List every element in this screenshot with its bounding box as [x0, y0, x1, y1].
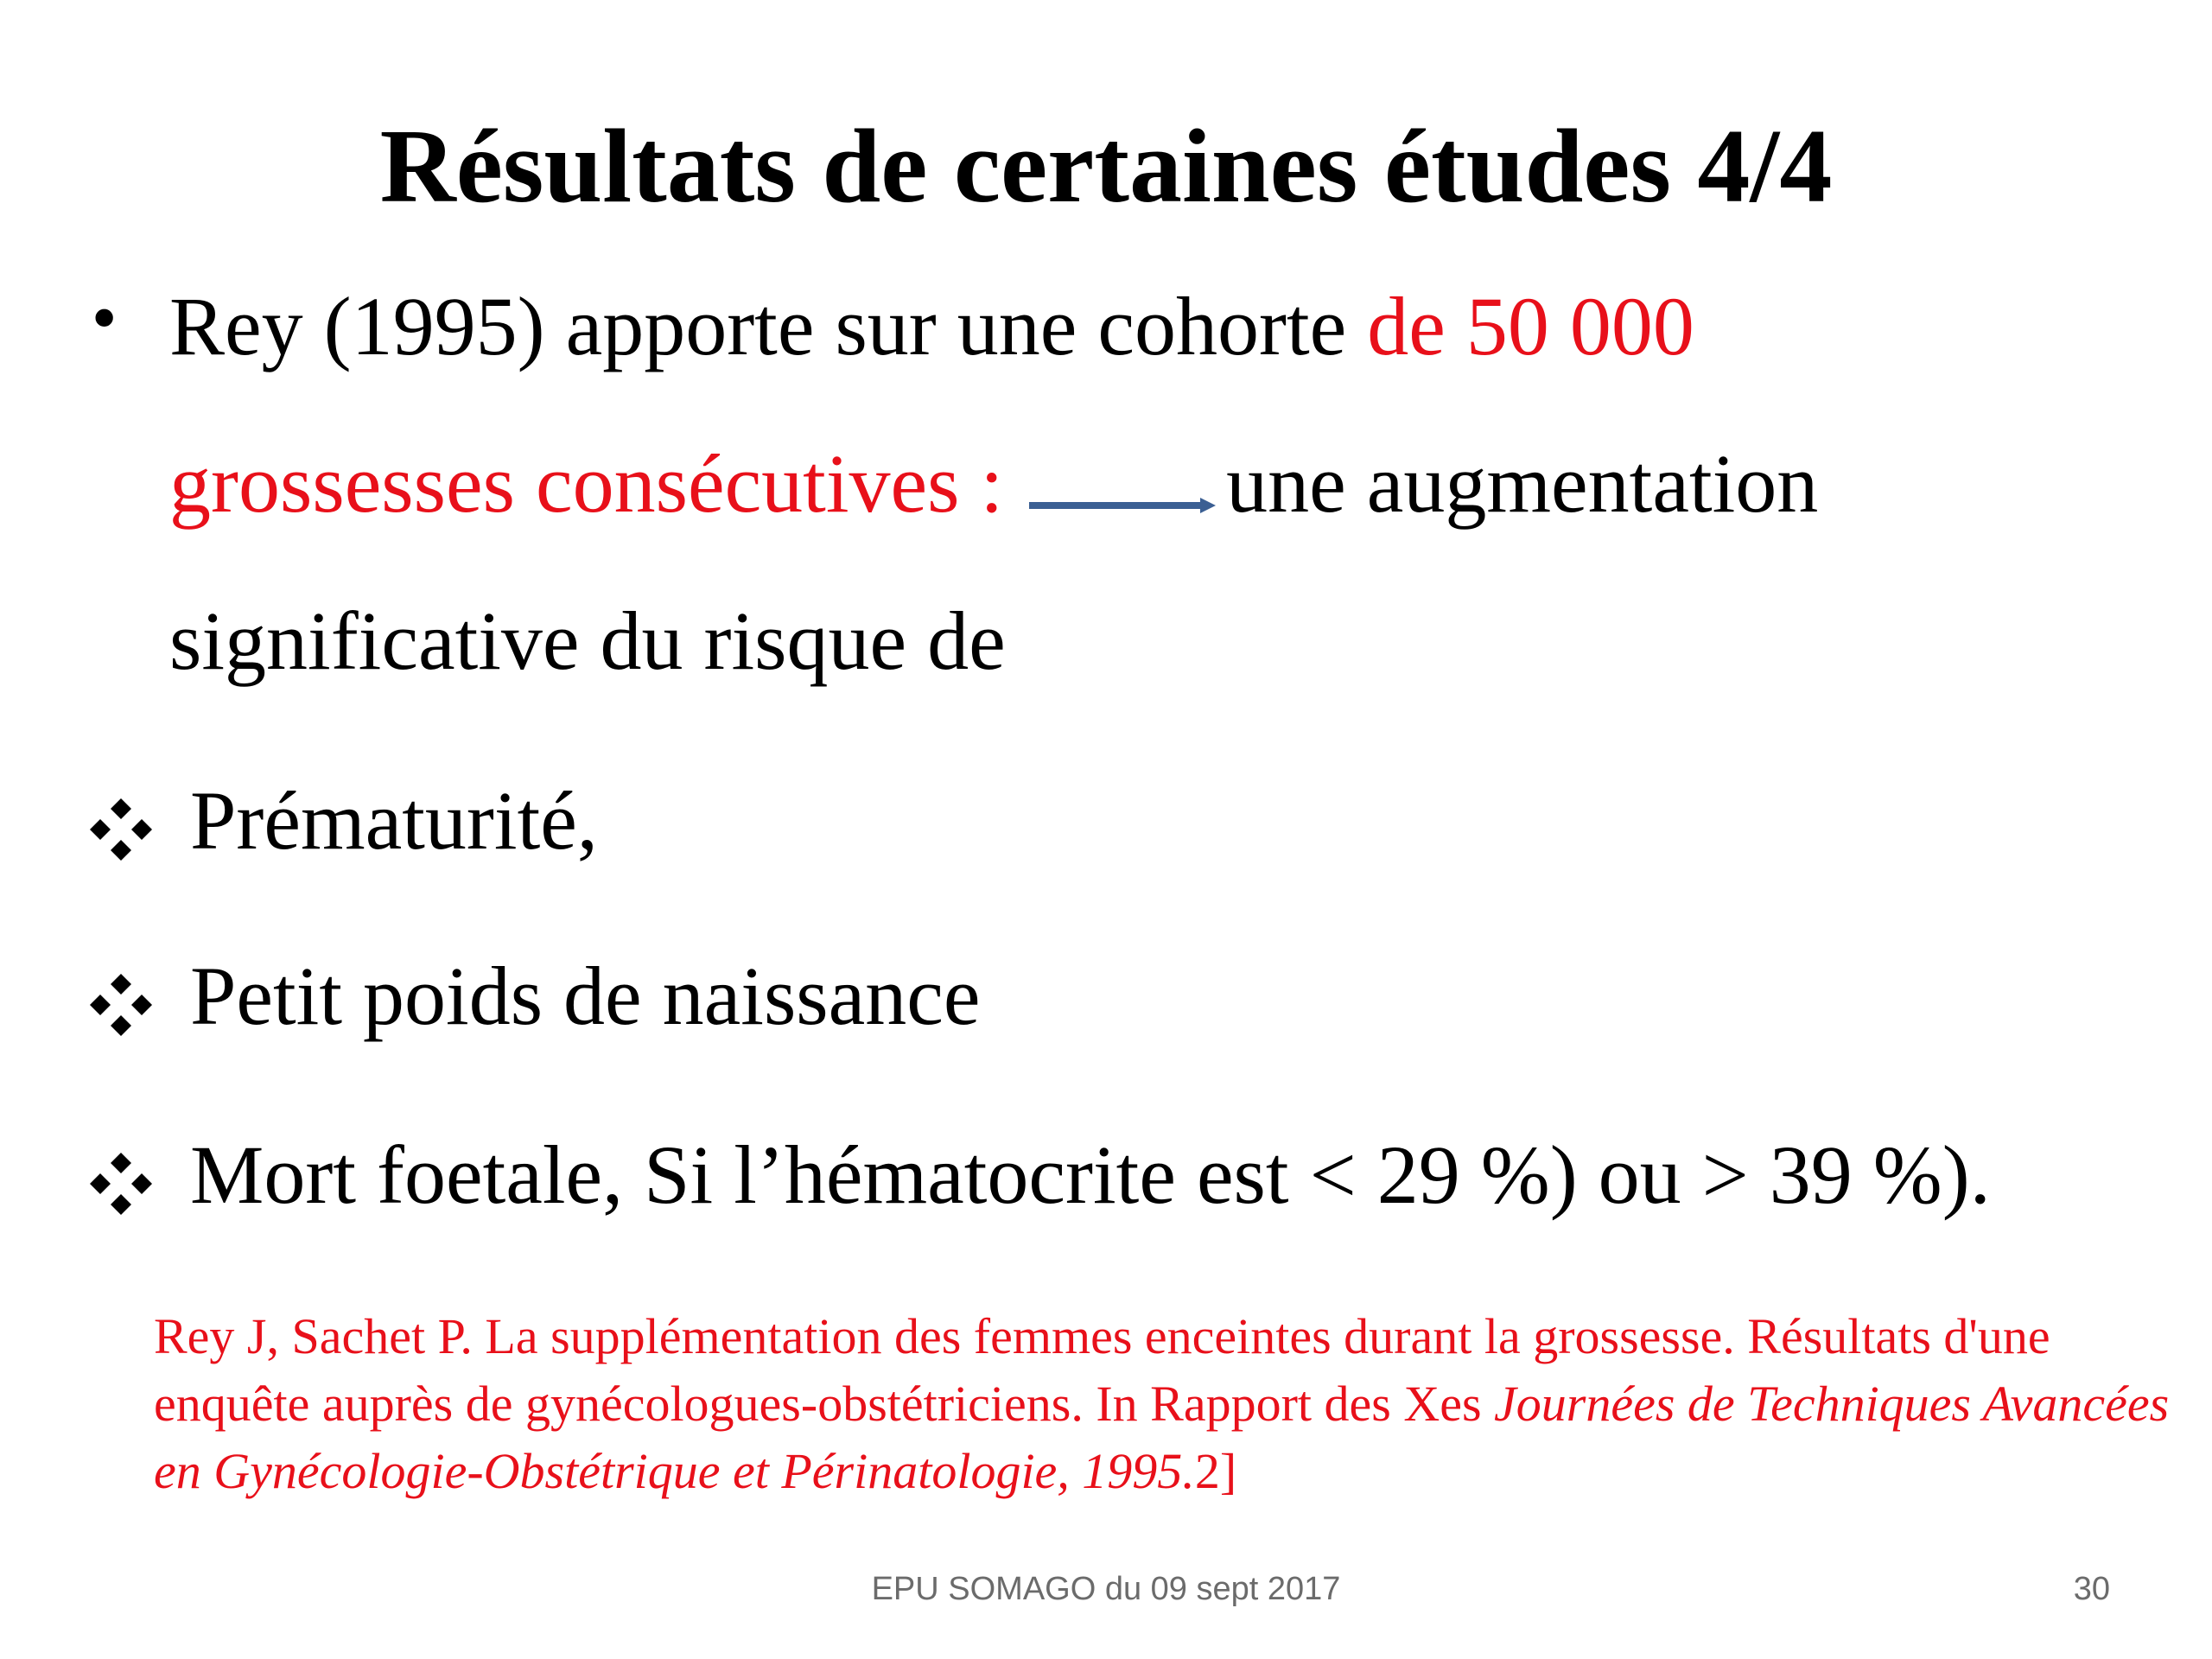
reference-plain-text: Rey J, Sachet P. La supplémentation des femmes enceintes durant la grossesse. Résultats d'une enquête auprès de gynécologues-obstétriciens. In Rapport des Xes [154, 1308, 2050, 1432]
page-number: 30 [2073, 1571, 2110, 1607]
four-diamond-icon [86, 1139, 156, 1208]
risk-item-text: Petit poids de naissance [190, 950, 981, 1042]
cohort-size-highlight: de 50 000 [1367, 280, 1694, 372]
bullet-line-1-text: Rey (1995) apporte sur une cohorte [169, 280, 1368, 372]
bullet-dot-icon: • [86, 284, 123, 355]
slide-title: Résultats de certaines études 4/4 [379, 108, 1833, 225]
list-item [86, 944, 980, 1048]
risk-item-text: Prématurité, [190, 774, 598, 867]
bullet-line-3 [169, 589, 1006, 693]
bullet-line-1 [169, 275, 1694, 378]
list-item [86, 769, 598, 873]
bullet-line-3-text: significative du risque de [169, 594, 1006, 687]
four-diamond-icon [86, 960, 156, 1029]
bullet-line-2 [169, 432, 1818, 544]
four-diamond-icon [86, 785, 156, 854]
reference-italic-text: Journées de Techniques Avancées en Gynécologie-Obstétrique et Périnatologie, 1995. [154, 1376, 2170, 1499]
pregnancies-highlight: grossesses consécutives : [169, 437, 1004, 530]
risk-item-text: Mort foetale, Si l’hématocrite est < 29 %) ou > 39 %). [190, 1128, 1991, 1221]
reference-citation [154, 1303, 2176, 1505]
right-arrow-icon [1029, 437, 1216, 541]
reference-tail-text: 2] [1194, 1443, 1237, 1499]
list-item [86, 1123, 1991, 1227]
bullet-line-2-text: une augmentation [1226, 437, 1819, 530]
footer-event: EPU SOMAGO du 09 sept 2017 [871, 1571, 1341, 1607]
